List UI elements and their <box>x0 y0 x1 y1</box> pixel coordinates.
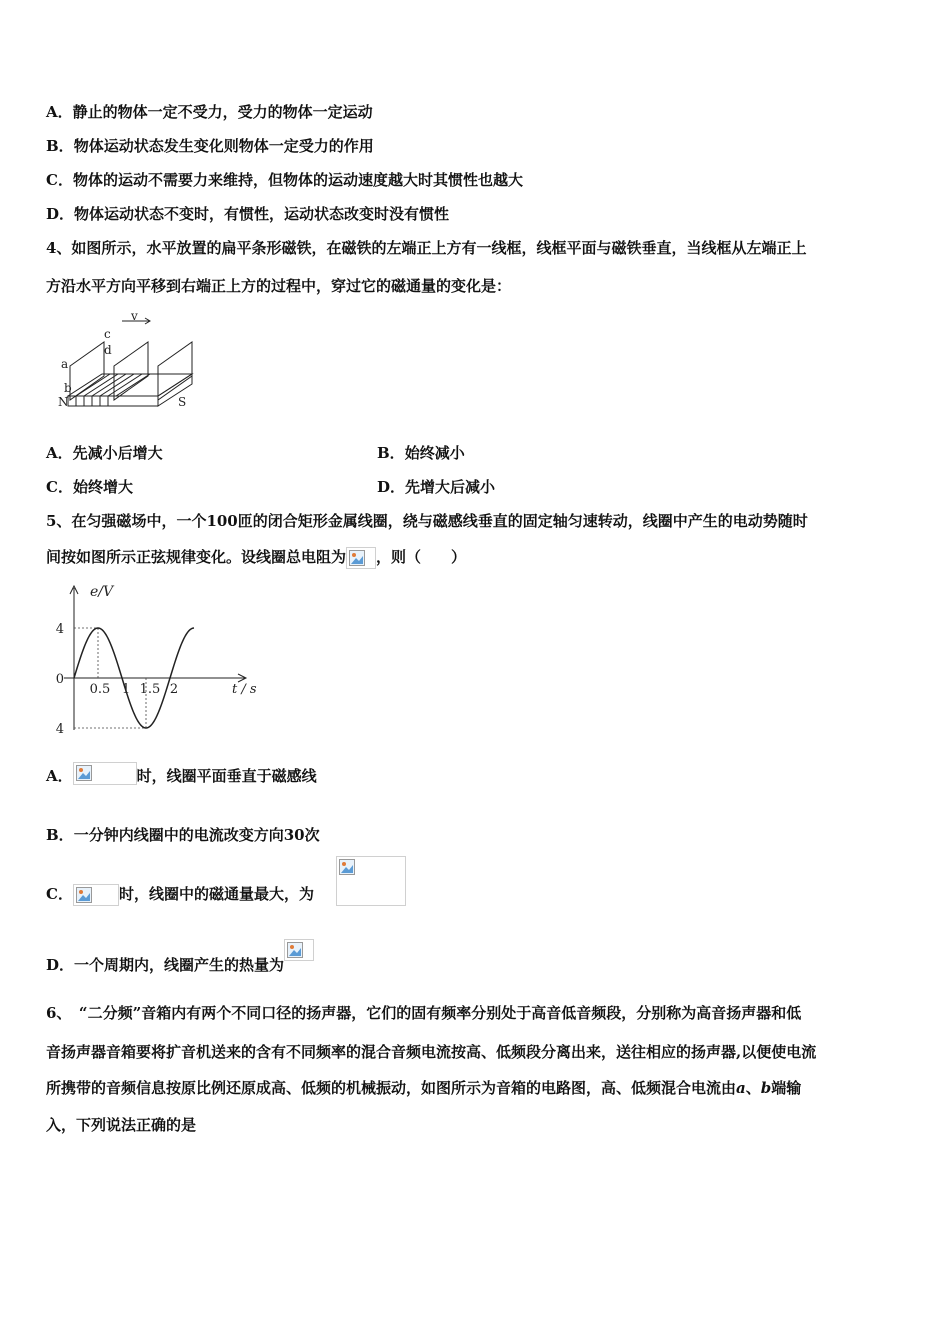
y-tick-label: 4 <box>55 622 64 637</box>
q4-option-c: C．始终增大 <box>46 478 133 496</box>
q6-line4: 入，下列说法正确的是 <box>46 1116 197 1134</box>
x-axis-label: t / s <box>232 682 257 697</box>
flux-formula-image <box>336 856 406 906</box>
q4-stem-line2: 方沿水平方向平移到右端正上方的过程中，穿过它的磁通量的变化是： <box>46 277 512 295</box>
q3-option-c: C．物体的运动不需要力来维持，但物体的运动速度越大时其惯性也越大 <box>46 171 523 189</box>
magnet-front-face <box>68 396 158 406</box>
time-formula-image <box>73 884 119 906</box>
q4-option-b: B．始终减小 <box>377 444 465 462</box>
q4-magnet-figure <box>52 312 202 412</box>
q6-line1: 6、 “二分频”音箱内有两个不同口径的扬声器，它们的固有频率分别处于高音低音频段，分别称为高音扬声器和低 <box>46 1004 802 1022</box>
q5-stem-line2: 间按如图所示正弦规律变化。设线圈总电阻为 ，则（ ） <box>46 547 466 569</box>
x-tick-label: 2 <box>169 682 179 697</box>
x-tick-label: 1 <box>121 682 131 697</box>
q3-option-a: A．静止的物体一定不受力，受力的物体一定运动 <box>46 103 373 121</box>
q4-option-a: A．先减小后增大 <box>46 444 163 462</box>
q5-stem-line1: 5、在匀强磁场中，一个100匝的闭合矩形金属线圈，绕与磁感线垂直的固定轴匀速转动，线圈中产生的电动势随时 <box>46 512 808 530</box>
broken-image-icon <box>287 942 303 958</box>
q5-emf-chart <box>50 580 265 740</box>
x-tick-label: 1.5 <box>139 682 161 697</box>
label-n: N <box>58 395 69 409</box>
y-tick-label: 0 <box>55 672 64 687</box>
q5-option-c: C． 时，线圈中的磁通量最大，为 <box>46 884 314 906</box>
q5-option-a: A． 时，线圈平面垂直于磁感线 <box>46 764 317 788</box>
y-axis-label: e/V <box>90 584 114 600</box>
broken-image-icon <box>349 550 365 566</box>
resistance-formula-image <box>346 547 376 569</box>
frame-right <box>158 342 192 400</box>
q6-line2: 音扬声器音箱要将扩音机送来的含有不同频率的混合音频电流按高、低频段分离出来，送往相应的扬声器,以便使电流 <box>46 1043 817 1061</box>
label-s: S <box>178 395 187 409</box>
q5-option-d: D．一个周期内，线圈产生的热量为 <box>46 955 314 975</box>
broken-image-icon <box>76 887 92 903</box>
label-d: d <box>104 343 112 357</box>
heat-formula-image <box>284 939 314 961</box>
time-formula-image <box>73 762 137 785</box>
label-a: a <box>61 357 69 371</box>
velocity-label: v <box>131 312 138 323</box>
label-b: b <box>64 381 72 395</box>
broken-image-icon <box>76 765 92 781</box>
terminal-a: a <box>736 1079 746 1097</box>
q3-option-b: B．物体运动状态发生变化则物体一定受力的作用 <box>46 137 374 155</box>
terminal-b: b <box>760 1079 772 1097</box>
q6-line3: 所携带的音频信息按原比例还原成高、低频的机械振动，如图所示为音箱的电路图，高、低频混合电流由a、b端输 <box>46 1079 802 1097</box>
label-c: c <box>104 327 111 341</box>
q4-stem-line1: 4、如图所示，水平放置的扁平条形磁铁，在磁铁的左端正上方有一线框，线框平面与磁铁垂直，当线框从左端正上 <box>46 239 807 257</box>
q5-option-b: B．一分钟内线圈中的电流改变方向30次 <box>46 826 320 844</box>
magnet-top-face <box>68 374 192 396</box>
x-tick-label: 0.5 <box>89 682 111 697</box>
q4-option-d: D．先增大后减小 <box>377 478 496 496</box>
frame-middle <box>114 342 148 400</box>
y-tick-label: 4 <box>55 722 64 737</box>
broken-image-icon <box>339 859 355 875</box>
q3-option-d: D．物体运动状态不变时，有惯性，运动状态改变时没有惯性 <box>46 205 450 223</box>
